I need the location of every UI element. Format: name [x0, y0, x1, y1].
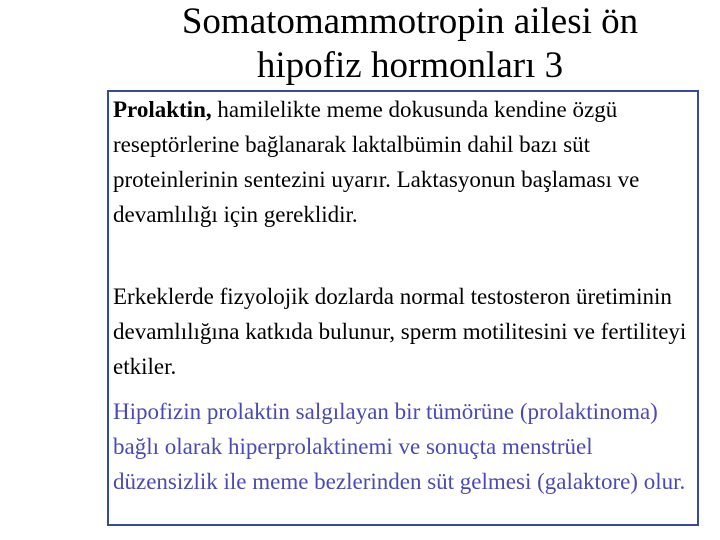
paragraph-prolactin-text: hamilelikte meme dokusunda kendine özgü reseptörlerine bağlanarak laktalbümin dahil bazı süt proteinlerinin sentezini uyarır. Laktasyonun başlaması ve devamlılığı için gereklidir.: [113, 97, 640, 227]
paragraph-prolactin: [113, 92, 693, 232]
paragraph-prolactin-term: Prolaktin,: [113, 97, 212, 122]
paragraph-prolactinoma: Hipofizin prolaktin salgılayan bir tümörüne (prolaktinoma) bağlı olarak hiperprolaktinemi ve sonuçta menstrüel düzensizlik ile meme bezlerinden süt gelmesi (galaktore) olur.: [113, 399, 686, 494]
slide-title-line-2: hipofiz hormonları 3: [256, 45, 564, 86]
slide-title-line-1: Somatomammotropin ailesi ön: [181, 1, 639, 42]
paragraph-male-effects: Erkeklerde fizyolojik dozlarda normal testosteron üretiminin devamlılığına katkıda bulunur, sperm motilitesini ve fertiliteyi etkiler.: [113, 284, 687, 379]
slide-title: [100, 0, 720, 88]
